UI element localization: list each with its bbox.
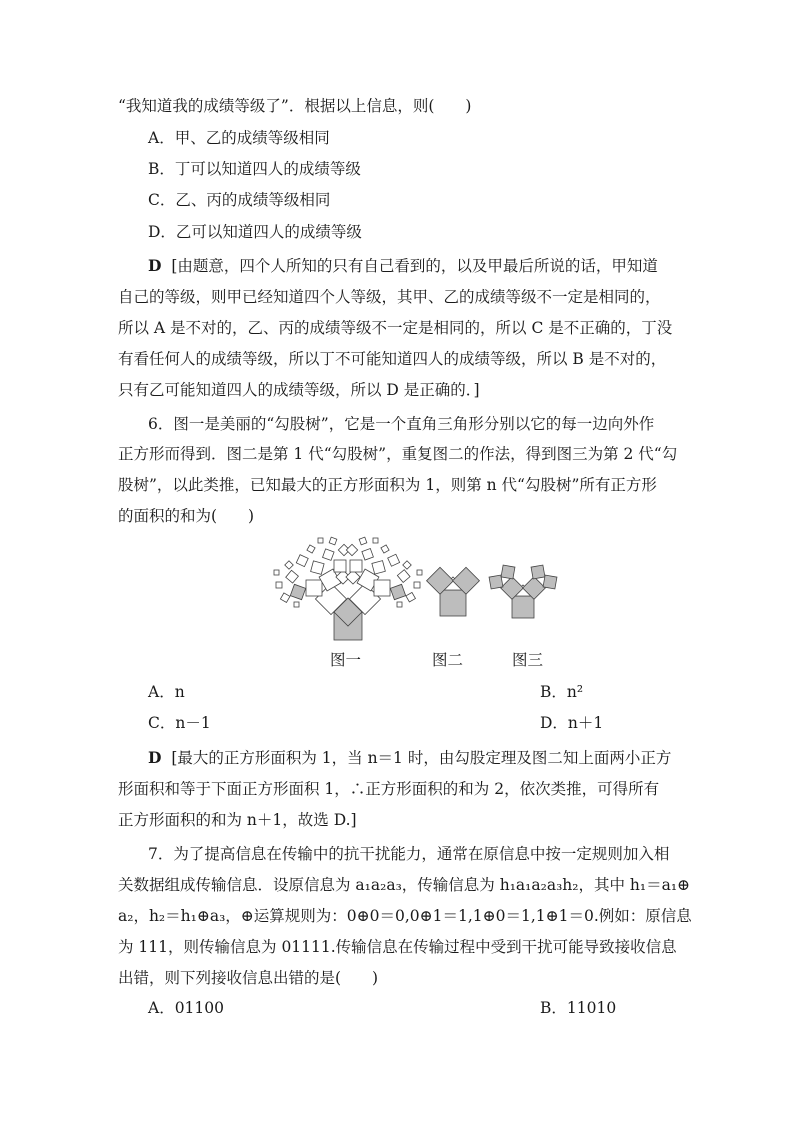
q5-option-c: C．乙、丙的成绩等级相同: [148, 191, 331, 209]
pythagoras-tree-figure: [268, 532, 568, 644]
q6-options-row-1: [148, 682, 584, 702]
q5-explanation-line-3: 所以 A 是不对的，乙、丙的成绩等级不一定是相同的，所以 C 是不正确的，丁没: [118, 319, 673, 337]
q7-stem-line-1: 7．为了提高信息在传输中的抗干扰能力，通常在原信息中按一定规则加入相: [148, 845, 670, 863]
caption-figure-three: 图三: [512, 651, 544, 669]
q6-stem-line-3: 股树”，以此类推，已知最大的正方形面积为 1，则第 n 代“勾股树”所有正方形: [118, 476, 657, 494]
q6-option-d: D．n＋1: [540, 714, 604, 732]
q5-option-b: B．丁可以知道四人的成绩等级: [148, 160, 361, 178]
q5-answer: D: [148, 256, 162, 275]
q7-stem-line-3: a₂，h₂＝h₁⊕a₃，⊕运算规则为：0⊕0＝0,0⊕1＝1,1⊕0＝1,1⊕1＝0.例如：原信息: [118, 907, 692, 925]
q6-explanation-line-2: 形面积和等于下面正方形面积 1，∴正方形面积的和为 2，依次类推，可得所有: [118, 780, 660, 798]
q6-stem-line-2: 正方形而得到．图二是第 1 代“勾股树”，重复图二的作法，得到图三为第 2 代“勾: [118, 445, 678, 463]
q6-stem-line-4: 的面积的和为( ): [118, 507, 255, 525]
q6-options-row-2: [148, 713, 604, 733]
caption-figure-two: 图二: [432, 651, 464, 669]
q5-stem-tail: “我知道我的成绩等级了”．根据以上信息，则( ): [118, 97, 472, 115]
q5-option-a: A．甲、乙的成绩等级相同: [148, 129, 330, 147]
q7-stem-line-2: 关数据组成传输信息．设原信息为 a₁a₂a₃，传输信息为 h₁a₁a₂a₃h₂，其中 h₁＝a₁⊕: [118, 876, 691, 894]
q6-explanation-line-1: D [最大的正方形面积为 1，当 n＝1 时，由勾股定理及图二知上面两小正方: [148, 748, 672, 767]
q5-explanation-line-5: 只有乙可能知道四人的成绩等级，所以 D 是正确的．]: [118, 381, 480, 399]
q5-explanation-line-1: D [由题意，四个人所知的只有自己看到的，以及甲最后所说的话，甲知道: [148, 256, 658, 275]
q6-stem-line-1: 6．图一是美丽的“勾股树”，它是一个直角三角形分别以它的每一边向外作: [148, 415, 655, 433]
q6-option-c: C．n－1: [148, 714, 211, 732]
q6-option-b: B．n²: [540, 683, 584, 701]
q5-option-d: D．乙可以知道四人的成绩等级: [148, 223, 362, 241]
caption-figure-one: 图一: [330, 651, 362, 669]
figure-two-tree: [427, 567, 480, 616]
q6-explanation-line-3: 正方形面积的和为 n＋1，故选 D.]: [118, 811, 357, 829]
figure-one-tree: [274, 537, 422, 640]
q6-answer: D: [148, 748, 162, 767]
q7-option-b: B．11010: [540, 999, 617, 1017]
q5-explanation-line-2: 自己的等级，则甲已经知道四个人等级，其甲、乙的成绩等级不一定是相同的，: [118, 288, 661, 306]
q6-option-a: A．n: [148, 683, 185, 701]
q7-stem-line-5: 出错，则下列接收信息出错的是( ): [118, 969, 379, 987]
q7-option-a: A．01100: [148, 999, 225, 1017]
q7-options-row-1: [148, 998, 617, 1018]
q5-explanation-line-4: 有看任何人的成绩等级，所以丁不可能知道四人的成绩等级，所以 B 是不对的，: [118, 350, 667, 368]
q7-stem-line-4: 为 111，则传输信息为 01111.传输信息在传输过程中受到干扰可能导致接收信息: [118, 938, 677, 956]
figure-three-tree: [489, 565, 557, 618]
